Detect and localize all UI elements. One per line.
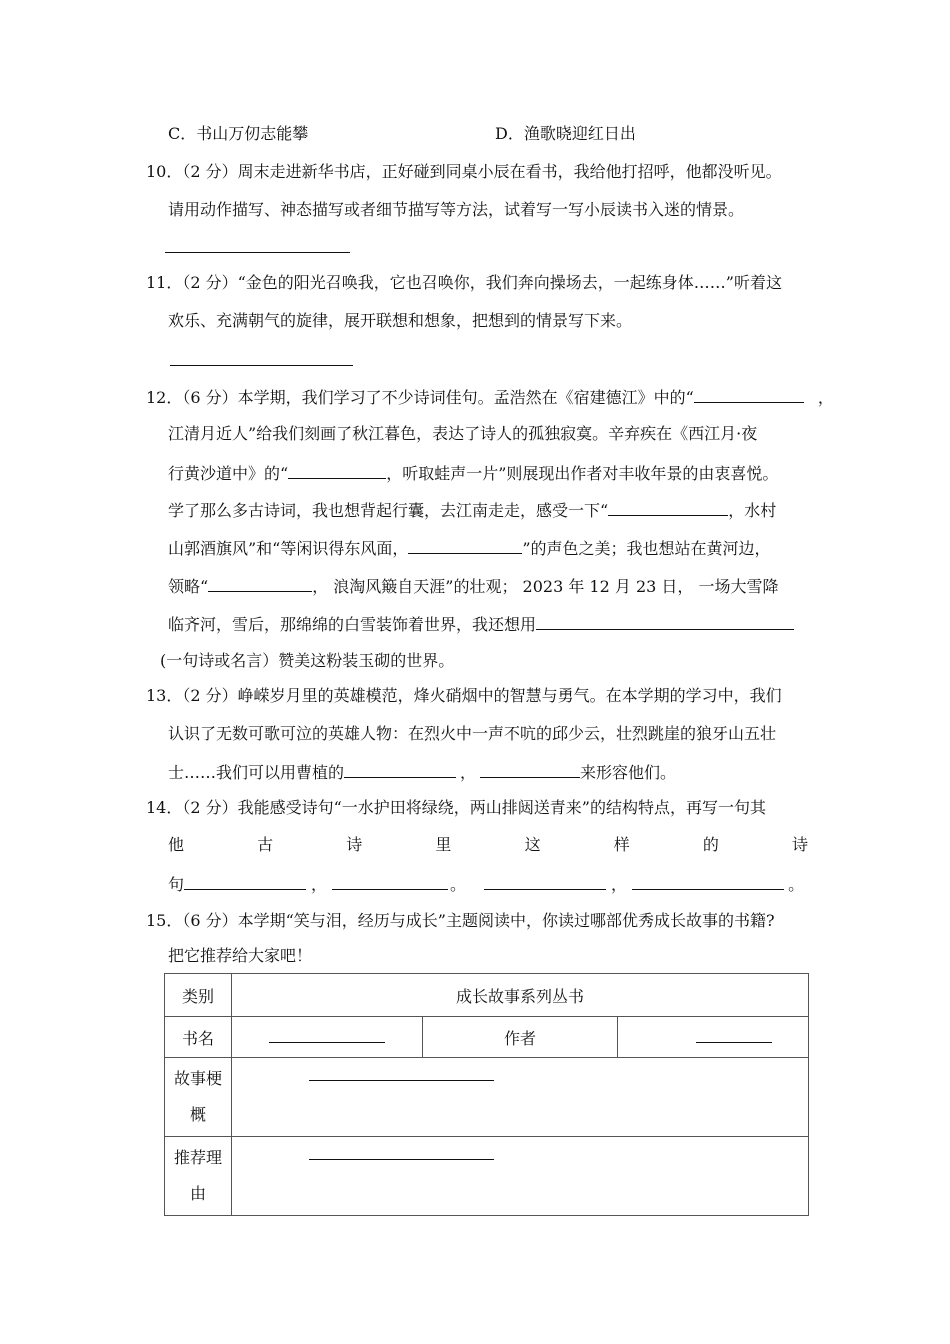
reason-cell[interactable] <box>232 1137 809 1216</box>
q13-blank-1[interactable] <box>344 759 456 778</box>
table-row <box>165 974 809 1017</box>
q14-char: 的 <box>702 835 719 854</box>
q12-text-7a: 临齐河，雪后，那绵绵的白雪装饰着世界，我还想用 <box>168 615 537 634</box>
q10-line2: 请用动作描写、神态描写或者细节描写等方法，试着写一写小辰读书入迷的情景。 <box>168 200 745 219</box>
q12-text-6b: ， 浪淘风簸自天涯”的壮观； 2023 年 12 月 23 日， 一场大雪降 <box>312 577 779 596</box>
q12-text-5b: ”的声色之美；我也想站在黄河边， <box>522 539 771 558</box>
q13-line1: 13．（2 分）峥嵘岁月里的英雄模范，烽火硝烟中的智慧与勇气。在本学期的学习中，我们 <box>146 686 782 705</box>
q14-char: 里 <box>435 835 452 854</box>
summary-blank[interactable] <box>309 1066 494 1081</box>
q12-text-4b: ，水村 <box>728 501 777 520</box>
q10-answer-blank[interactable] <box>165 252 350 253</box>
reason-label <box>165 1137 232 1216</box>
q15-line1: 15．（6 分）本学期“笑与泪，经历与成长”主题阅读中，你读过哪部优秀成长故事的书籍? <box>146 911 775 930</box>
summary-label-line2: 概 <box>189 1105 206 1124</box>
q12-text-3b: ，听取蛙声一片”则展现出作者对丰收年景的由衷喜悦。 <box>386 464 779 483</box>
author-cell[interactable] <box>618 1017 809 1058</box>
q14-char: 样 <box>613 835 630 854</box>
q13-text-3c: 来形容他们。 <box>580 763 677 782</box>
q12-line1 <box>146 384 834 408</box>
q14-char: 诗 <box>346 835 363 854</box>
q14-char: 诗 <box>791 835 808 854</box>
table-row <box>165 1058 809 1137</box>
q12-line2: 江清月近人”给我们刻画了秋江暮色，表达了诗人的孤独寂寞。辛弃疾在《西江月·夜 <box>168 424 758 443</box>
summary-label-line1: 故事梗 <box>173 1069 222 1088</box>
q12-text-6a: 领略“ <box>168 577 209 596</box>
q14-char: 这 <box>524 835 541 854</box>
q13-line3 <box>168 759 676 783</box>
q12-blank-5[interactable] <box>208 573 312 592</box>
q12-text-1b: ， <box>817 388 834 407</box>
q13-line2: 认识了无数可歌可泣的英雄人物：在烈火中一声不吭的邱少云，壮烈跳崖的狼牙山五壮 <box>168 724 777 743</box>
q12-line6 <box>168 573 779 597</box>
q14-blank-4[interactable] <box>632 871 784 890</box>
q12-text-4a: 学了那么多古诗词，我也想背起行囊，去江南走走，感受一下“ <box>168 501 609 520</box>
q14-blank-1[interactable] <box>184 871 306 890</box>
q12-line7 <box>168 611 794 635</box>
category-value: 成长故事系列丛书 <box>232 974 809 1017</box>
q14-text-3a: 句 <box>168 875 185 894</box>
q14-text-3e: 。 <box>788 875 805 894</box>
author-label: 作者 <box>423 1017 618 1058</box>
title-label: 书名 <box>165 1017 232 1058</box>
q14-text-3b: ， <box>311 875 328 894</box>
option-d: D．渔歌晓迎红日出 <box>495 124 636 143</box>
book-recommendation-table <box>164 973 809 1216</box>
q13-text-3a: 士……我们可以用曹植的 <box>168 763 345 782</box>
q12-text-1a: 12．（6 分）本学期，我们学习了不少诗词佳句。孟浩然在《宿建德江》中的“ <box>146 388 694 407</box>
category-label: 类别 <box>165 974 232 1017</box>
q14-char: 古 <box>257 835 274 854</box>
q10-head: 10．（2 分）周末走进新华书店，正好碰到同桌小辰在看书，我给他打招呼，他都没听见。 <box>146 162 782 181</box>
q12-blank-3[interactable] <box>608 497 728 516</box>
title-cell[interactable] <box>232 1017 423 1058</box>
q13-blank-2[interactable] <box>480 759 580 778</box>
q12-blank-6[interactable] <box>536 611 794 630</box>
q14-text-3d: ， <box>611 875 628 894</box>
q14-char: 他 <box>168 835 185 854</box>
summary-cell[interactable] <box>232 1058 809 1137</box>
q14-text-3c: 。 <box>450 875 467 894</box>
table-row <box>165 1137 809 1216</box>
q11-line2: 欢乐、充满朝气的旋律，展开联想和想象，把想到的情景写下来。 <box>168 311 633 330</box>
q13-text-3b: ， <box>460 763 477 782</box>
table-row <box>165 1017 809 1058</box>
author-blank[interactable] <box>696 1028 772 1043</box>
q12-blank-2[interactable] <box>288 460 386 479</box>
q12-blank-4[interactable] <box>408 535 522 554</box>
q12-line5 <box>168 535 771 559</box>
q12-line8: (一句诗或名言）赞美这粉装玉砌的世界。 <box>160 651 455 670</box>
q12-line3 <box>168 460 778 484</box>
q12-text-3a: 行黄沙道中》的“ <box>168 464 289 483</box>
q14-line1: 14．（2 分）我能感受诗句“一水护田将绿绕，两山排闼送青来”的结构特点，再写一句其 <box>146 798 766 817</box>
q14-line2-spread <box>168 833 808 857</box>
reason-blank[interactable] <box>309 1145 494 1160</box>
q15-line2: 把它推荐给大家吧！ <box>168 946 313 965</box>
q14-blank-2[interactable] <box>332 871 448 890</box>
q12-blank-1[interactable] <box>694 384 804 403</box>
q11-head: 11．（2 分）“金色的阳光召唤我，它也召唤你，我们奔向操场去，一起练身体……”听着这 <box>146 273 782 292</box>
q12-line4 <box>168 497 776 521</box>
title-blank[interactable] <box>269 1028 385 1043</box>
q14-blank-3[interactable] <box>484 871 606 890</box>
q14-line3 <box>168 871 804 895</box>
summary-label <box>165 1058 232 1137</box>
q12-text-5a: 山郭酒旗风”和“等闲识得东风面， <box>168 539 409 558</box>
reason-label-line2: 由 <box>189 1184 206 1203</box>
q11-answer-blank[interactable] <box>170 365 353 366</box>
option-c: C．书山万仞志能攀 <box>168 124 309 143</box>
reason-label-line1: 推荐理 <box>173 1148 222 1167</box>
